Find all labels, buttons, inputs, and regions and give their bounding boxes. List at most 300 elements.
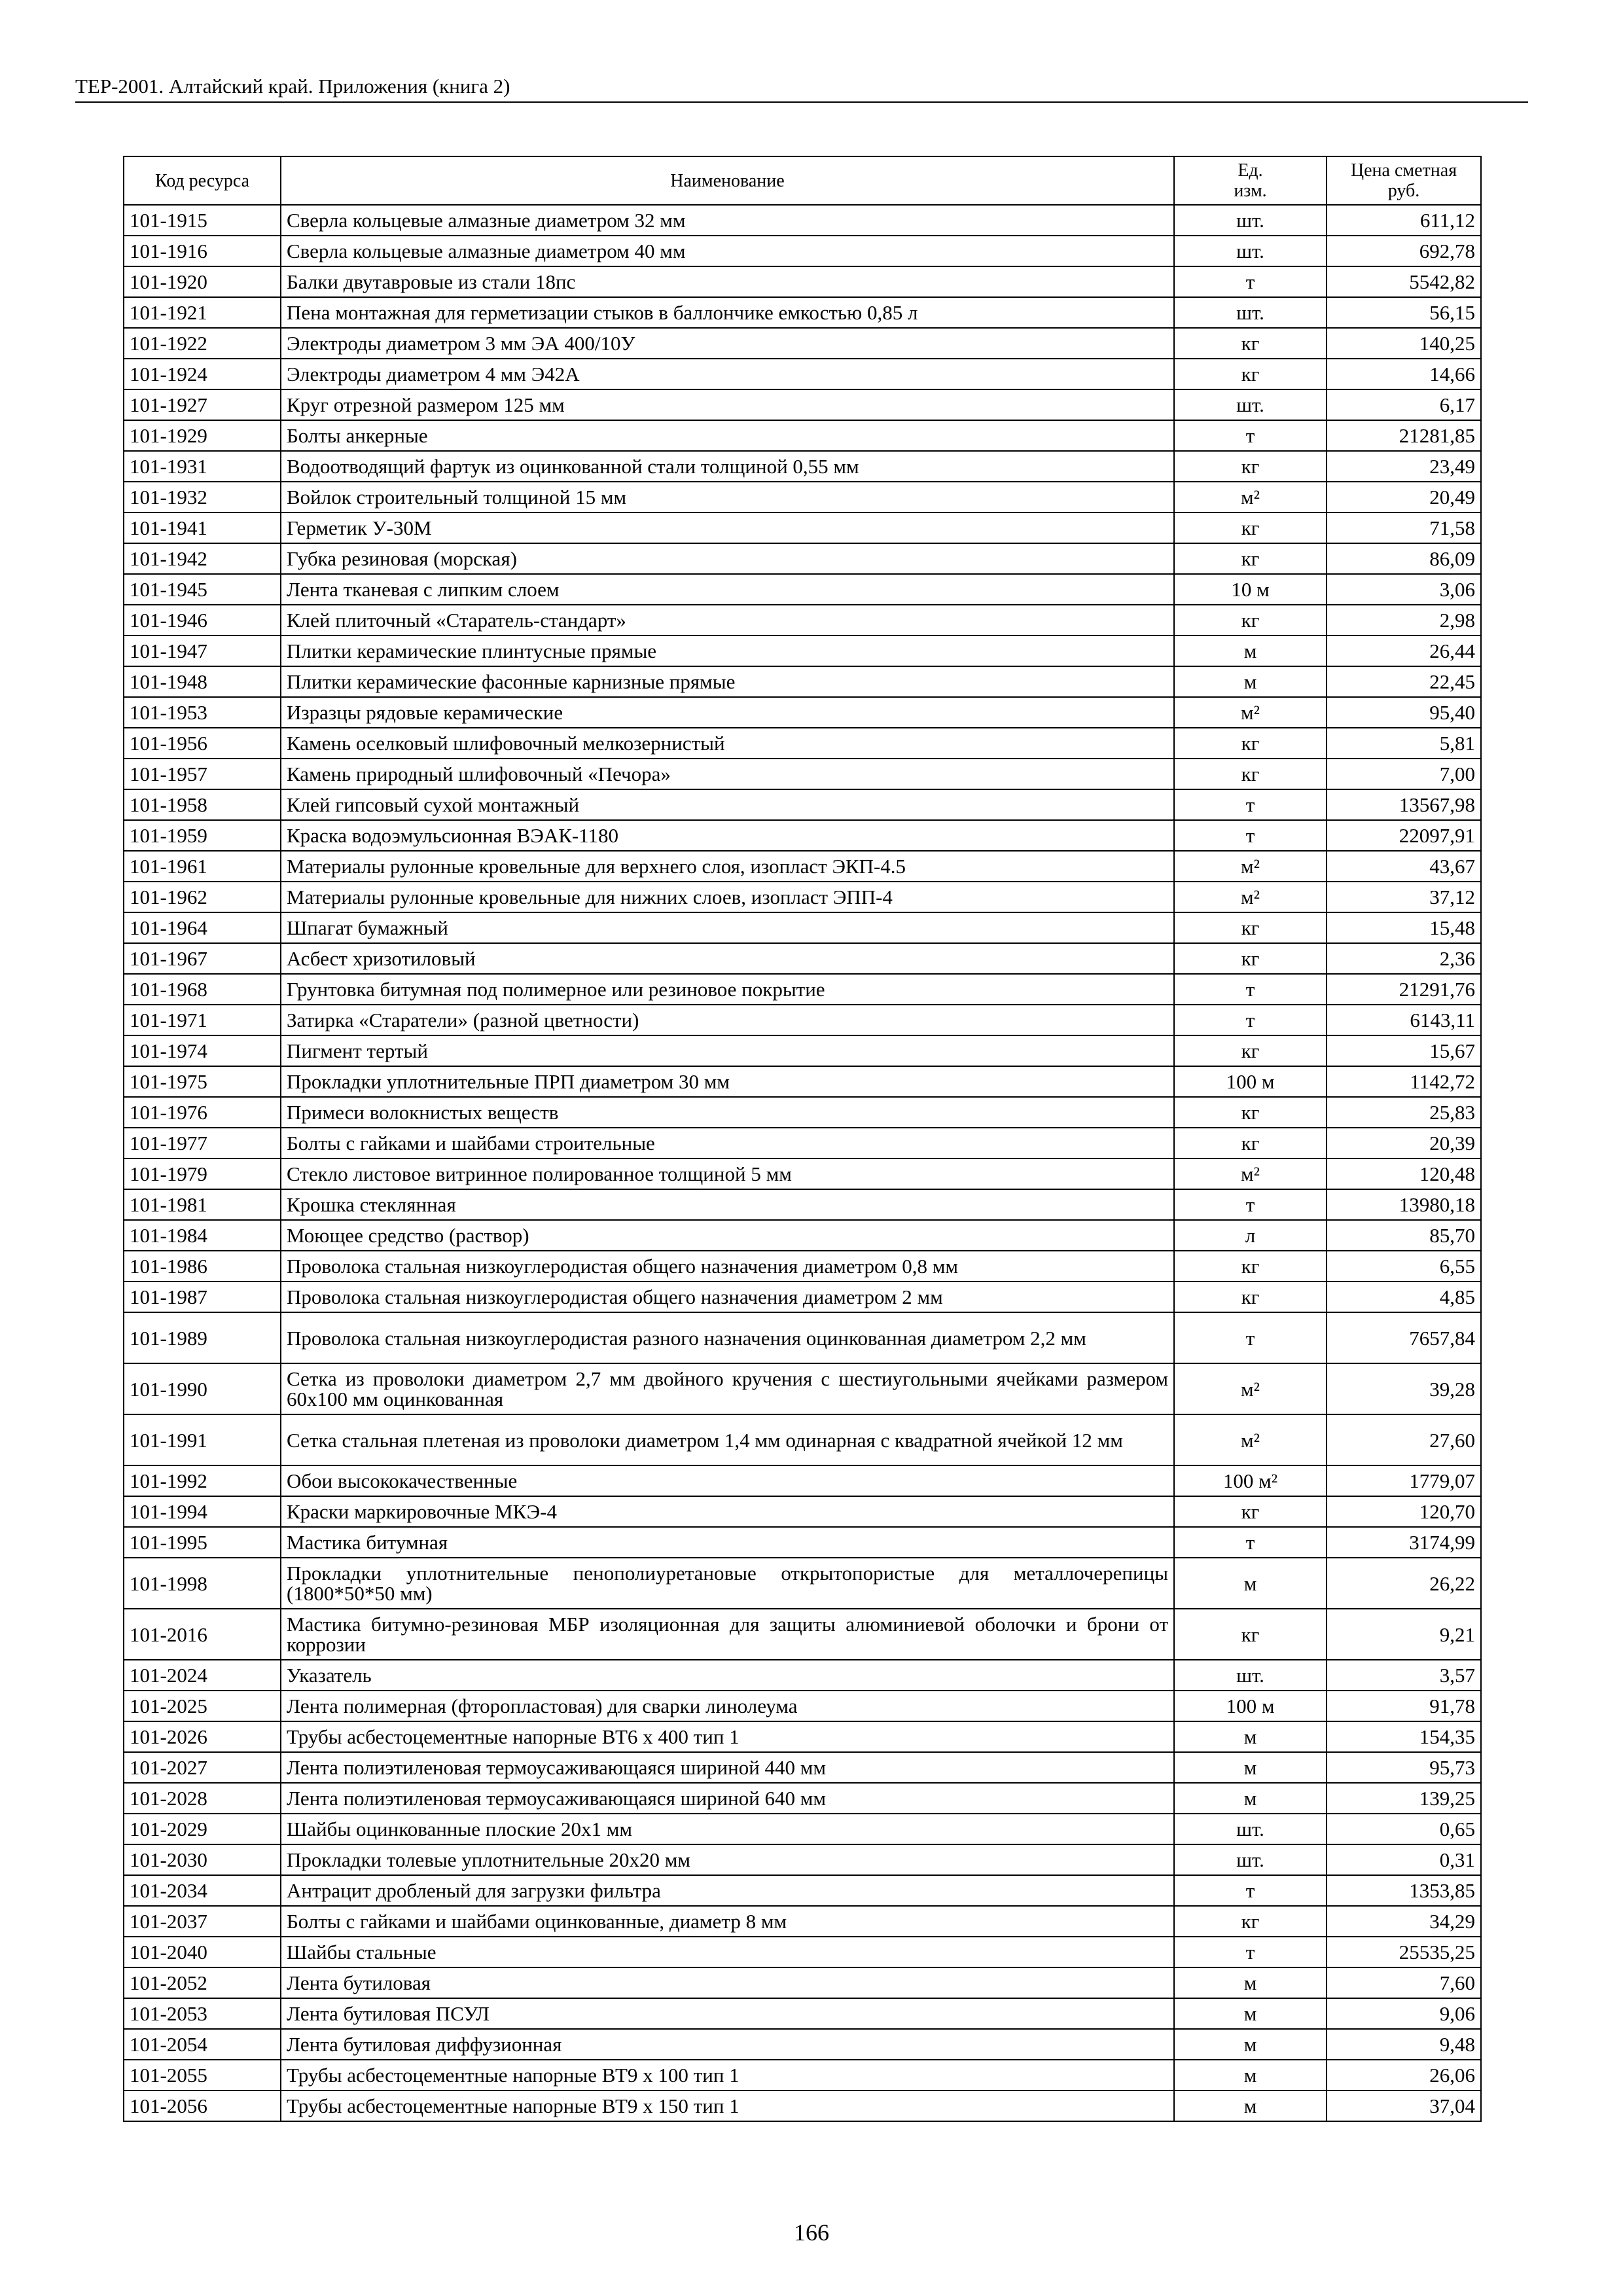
cell-code: 101-1986 xyxy=(124,1251,281,1282)
cell-name: Затирка «Старатели» (разной цветности) xyxy=(281,1005,1174,1035)
cell-code: 101-1971 xyxy=(124,1005,281,1035)
cell-name: Проволока стальная низкоуглеродистая общего назначения диаметром 2 мм xyxy=(281,1282,1174,1312)
cell-name: Грунтовка битумная под полимерное или резиновое покрытие xyxy=(281,974,1174,1005)
cell-name: Губка резиновая (морская) xyxy=(281,543,1174,574)
table-row xyxy=(124,1363,1481,1414)
cell-code: 101-1947 xyxy=(124,636,281,666)
cell-unit: 10 м xyxy=(1174,574,1327,605)
cell-code: 101-2052 xyxy=(124,1967,281,1998)
table-row xyxy=(124,1035,1481,1066)
cell-price: 6,55 xyxy=(1327,1251,1481,1282)
table-row xyxy=(124,389,1481,420)
cell-price: 5,81 xyxy=(1327,728,1481,759)
table-row xyxy=(124,1414,1481,1465)
table-row xyxy=(124,1998,1481,2029)
cell-code: 101-1998 xyxy=(124,1558,281,1609)
cell-code: 101-1959 xyxy=(124,820,281,851)
table-row xyxy=(124,1844,1481,1875)
cell-name: Лента бутиловая ПСУЛ xyxy=(281,1998,1174,2029)
table-row xyxy=(124,1251,1481,1282)
cell-price: 140,25 xyxy=(1327,328,1481,359)
column-header-name: Наименование xyxy=(281,156,1174,205)
table-row xyxy=(124,359,1481,389)
cell-unit: кг xyxy=(1174,943,1327,974)
cell-code: 101-1929 xyxy=(124,420,281,451)
table-row xyxy=(124,1282,1481,1312)
table-row xyxy=(124,728,1481,759)
cell-code: 101-1948 xyxy=(124,666,281,697)
table-row xyxy=(124,1814,1481,1844)
table-row xyxy=(124,297,1481,328)
cell-unit: кг xyxy=(1174,912,1327,943)
table-row xyxy=(124,666,1481,697)
column-header-code: Код ресурса xyxy=(124,156,281,205)
cell-name: Материалы рулонные кровельные для верхнего слоя, изопласт ЭКП-4.5 xyxy=(281,851,1174,882)
cell-code: 101-1991 xyxy=(124,1414,281,1465)
cell-code: 101-1964 xyxy=(124,912,281,943)
table-row xyxy=(124,574,1481,605)
table-row xyxy=(124,1220,1481,1251)
cell-code: 101-1975 xyxy=(124,1066,281,1097)
cell-code: 101-1989 xyxy=(124,1312,281,1363)
cell-price: 7,00 xyxy=(1327,759,1481,789)
cell-price: 6,17 xyxy=(1327,389,1481,420)
cell-code: 101-2027 xyxy=(124,1752,281,1783)
cell-name: Прокладки уплотнительные ПРП диаметром 30 мм xyxy=(281,1066,1174,1097)
cell-name: Обои высококачественные xyxy=(281,1465,1174,1496)
table-row xyxy=(124,974,1481,1005)
cell-code: 101-1981 xyxy=(124,1189,281,1220)
cell-name: Прокладки уплотнительные пенополиуретановые открытопористые для металлочерепицы (1800*50*50 мм) xyxy=(281,1558,1174,1609)
cell-price: 5542,82 xyxy=(1327,266,1481,297)
cell-price: 9,48 xyxy=(1327,2029,1481,2060)
cell-unit: 100 м xyxy=(1174,1691,1327,1721)
table-row xyxy=(124,1752,1481,1783)
cell-price: 9,06 xyxy=(1327,1998,1481,2029)
table-row xyxy=(124,1558,1481,1609)
cell-price: 611,12 xyxy=(1327,205,1481,236)
table-row xyxy=(124,697,1481,728)
cell-name: Лента полиэтиленовая термоусаживающаяся шириной 640 мм xyxy=(281,1783,1174,1814)
cell-name: Пигмент тертый xyxy=(281,1035,1174,1066)
cell-code: 101-1992 xyxy=(124,1465,281,1496)
cell-price: 25535,25 xyxy=(1327,1937,1481,1967)
table-row xyxy=(124,1465,1481,1496)
cell-price: 3174,99 xyxy=(1327,1527,1481,1558)
cell-name: Трубы асбестоцементные напорные ВТ6 х 400 тип 1 xyxy=(281,1721,1174,1752)
cell-unit: м xyxy=(1174,1998,1327,2029)
cell-name: Шпагат бумажный xyxy=(281,912,1174,943)
cell-unit: т xyxy=(1174,789,1327,820)
cell-price: 139,25 xyxy=(1327,1783,1481,1814)
cell-unit: т xyxy=(1174,1312,1327,1363)
cell-price: 91,78 xyxy=(1327,1691,1481,1721)
cell-name: Электроды диаметром 4 мм Э42А xyxy=(281,359,1174,389)
cell-name: Изразцы рядовые керамические xyxy=(281,697,1174,728)
cell-name: Сетка из проволоки диаметром 2,7 мм двойного кручения с шестиугольными ячейками размером 60х100 мм оцинкованная xyxy=(281,1363,1174,1414)
cell-price: 692,78 xyxy=(1327,236,1481,266)
cell-name: Краски маркировочные МКЭ-4 xyxy=(281,1496,1174,1527)
cell-code: 101-1924 xyxy=(124,359,281,389)
cell-unit: кг xyxy=(1174,512,1327,543)
table-row xyxy=(124,1660,1481,1691)
cell-unit: кг xyxy=(1174,1035,1327,1066)
cell-unit: кг xyxy=(1174,605,1327,636)
cell-code: 101-1921 xyxy=(124,297,281,328)
cell-unit: кг xyxy=(1174,1128,1327,1158)
cell-price: 26,22 xyxy=(1327,1558,1481,1609)
cell-code: 101-1927 xyxy=(124,389,281,420)
cell-name: Лента полимерная (фторопластовая) для сварки линолеума xyxy=(281,1691,1174,1721)
cell-unit: 100 м² xyxy=(1174,1465,1327,1496)
column-header-unit: Ед. изм. xyxy=(1174,156,1327,205)
cell-price: 21281,85 xyxy=(1327,420,1481,451)
cell-unit: т xyxy=(1174,1005,1327,1035)
cell-price: 26,44 xyxy=(1327,636,1481,666)
cell-unit: м xyxy=(1174,666,1327,697)
cell-unit: м xyxy=(1174,1783,1327,1814)
cell-name: Камень природный шлифовочный «Печора» xyxy=(281,759,1174,789)
cell-unit: кг xyxy=(1174,1609,1327,1660)
cell-price: 20,49 xyxy=(1327,482,1481,512)
cell-unit: м xyxy=(1174,2060,1327,2090)
cell-price: 3,57 xyxy=(1327,1660,1481,1691)
cell-price: 37,12 xyxy=(1327,882,1481,912)
cell-price: 13567,98 xyxy=(1327,789,1481,820)
cell-price: 26,06 xyxy=(1327,2060,1481,2090)
table-row xyxy=(124,1691,1481,1721)
cell-name: Пена монтажная для герметизации стыков в баллончике емкостью 0,85 л xyxy=(281,297,1174,328)
cell-unit: кг xyxy=(1174,1251,1327,1282)
cell-name: Плитки керамические плинтусные прямые xyxy=(281,636,1174,666)
cell-price: 23,49 xyxy=(1327,451,1481,482)
cell-unit: т xyxy=(1174,1937,1327,1967)
cell-name: Клей гипсовый сухой монтажный xyxy=(281,789,1174,820)
cell-code: 101-1915 xyxy=(124,205,281,236)
table-row xyxy=(124,205,1481,236)
cell-price: 85,70 xyxy=(1327,1220,1481,1251)
cell-price: 21291,76 xyxy=(1327,974,1481,1005)
cell-code: 101-1945 xyxy=(124,574,281,605)
cell-name: Проволока стальная низкоуглеродистая общего назначения диаметром 0,8 мм xyxy=(281,1251,1174,1282)
cell-unit: кг xyxy=(1174,1282,1327,1312)
table-row xyxy=(124,1128,1481,1158)
table-row xyxy=(124,1783,1481,1814)
cell-price: 95,40 xyxy=(1327,697,1481,728)
cell-price: 1779,07 xyxy=(1327,1465,1481,1496)
table-row xyxy=(124,482,1481,512)
cell-unit: шт. xyxy=(1174,1844,1327,1875)
cell-code: 101-2016 xyxy=(124,1609,281,1660)
cell-unit: м² xyxy=(1174,1158,1327,1189)
cell-price: 4,85 xyxy=(1327,1282,1481,1312)
cell-code: 101-1962 xyxy=(124,882,281,912)
cell-name: Трубы асбестоцементные напорные ВТ9 х 150 тип 1 xyxy=(281,2090,1174,2121)
cell-price: 0,65 xyxy=(1327,1814,1481,1844)
cell-name: Клей плиточный «Старатель-стандарт» xyxy=(281,605,1174,636)
table-row xyxy=(124,1967,1481,1998)
table-body xyxy=(124,205,1481,2121)
cell-price: 7657,84 xyxy=(1327,1312,1481,1363)
table-row xyxy=(124,420,1481,451)
cell-name: Электроды диаметром 3 мм ЭА 400/10У xyxy=(281,328,1174,359)
table-row xyxy=(124,1189,1481,1220)
table-row xyxy=(124,943,1481,974)
table-row xyxy=(124,2060,1481,2090)
cell-unit: шт. xyxy=(1174,389,1327,420)
cell-unit: м xyxy=(1174,1558,1327,1609)
cell-unit: кг xyxy=(1174,328,1327,359)
cell-name: Лента полиэтиленовая термоусаживающаяся шириной 440 мм xyxy=(281,1752,1174,1783)
cell-price: 22,45 xyxy=(1327,666,1481,697)
column-header-price: Цена сметная руб. xyxy=(1327,156,1481,205)
cell-name: Прокладки толевые уплотнительные 20х20 мм xyxy=(281,1844,1174,1875)
cell-code: 101-2025 xyxy=(124,1691,281,1721)
cell-code: 101-1932 xyxy=(124,482,281,512)
table-row xyxy=(124,1496,1481,1527)
table-row xyxy=(124,759,1481,789)
cell-unit: кг xyxy=(1174,451,1327,482)
cell-code: 101-2029 xyxy=(124,1814,281,1844)
cell-unit: л xyxy=(1174,1220,1327,1251)
table-row xyxy=(124,605,1481,636)
cell-code: 101-2030 xyxy=(124,1844,281,1875)
cell-unit: кг xyxy=(1174,1496,1327,1527)
cell-price: 154,35 xyxy=(1327,1721,1481,1752)
cell-code: 101-2028 xyxy=(124,1783,281,1814)
cell-name: Указатель xyxy=(281,1660,1174,1691)
cell-code: 101-1984 xyxy=(124,1220,281,1251)
table-row xyxy=(124,912,1481,943)
table-row xyxy=(124,512,1481,543)
cell-code: 101-1957 xyxy=(124,759,281,789)
table-row xyxy=(124,2090,1481,2121)
cell-unit: шт. xyxy=(1174,1814,1327,1844)
cell-code: 101-1990 xyxy=(124,1363,281,1414)
cell-code: 101-1953 xyxy=(124,697,281,728)
cell-code: 101-2055 xyxy=(124,2060,281,2090)
cell-price: 22097,91 xyxy=(1327,820,1481,851)
cell-unit: м xyxy=(1174,1967,1327,1998)
table-row xyxy=(124,451,1481,482)
cell-code: 101-1995 xyxy=(124,1527,281,1558)
cell-code: 101-1976 xyxy=(124,1097,281,1128)
cell-code: 101-1946 xyxy=(124,605,281,636)
cell-name: Круг отрезной размером 125 мм xyxy=(281,389,1174,420)
cell-unit: кг xyxy=(1174,728,1327,759)
table-row xyxy=(124,1721,1481,1752)
cell-unit: шт. xyxy=(1174,297,1327,328)
cell-unit: м xyxy=(1174,2090,1327,2121)
table-row xyxy=(124,1097,1481,1128)
cell-price: 71,58 xyxy=(1327,512,1481,543)
cell-code: 101-2040 xyxy=(124,1937,281,1967)
table-row xyxy=(124,636,1481,666)
cell-unit: м² xyxy=(1174,882,1327,912)
running-header: ТЕР-2001. Алтайский край. Приложения (книга 2) xyxy=(75,73,1528,103)
cell-unit: кг xyxy=(1174,359,1327,389)
cell-name: Проволока стальная низкоуглеродистая разного назначения оцинкованная диаметром 2,2 мм xyxy=(281,1312,1174,1363)
cell-code: 101-2034 xyxy=(124,1875,281,1906)
cell-code: 101-1961 xyxy=(124,851,281,882)
cell-unit: м² xyxy=(1174,851,1327,882)
cell-code: 101-1994 xyxy=(124,1496,281,1527)
cell-name: Плитки керамические фасонные карнизные прямые xyxy=(281,666,1174,697)
table-row xyxy=(124,1158,1481,1189)
table-row xyxy=(124,1312,1481,1363)
table-row xyxy=(124,1527,1481,1558)
cell-price: 43,67 xyxy=(1327,851,1481,882)
cell-name: Болты с гайками и шайбами строительные xyxy=(281,1128,1174,1158)
table-row xyxy=(124,1906,1481,1937)
cell-unit: шт. xyxy=(1174,1660,1327,1691)
cell-unit: шт. xyxy=(1174,205,1327,236)
cell-name: Войлок строительный толщиной 15 мм xyxy=(281,482,1174,512)
cell-price: 2,98 xyxy=(1327,605,1481,636)
cell-name: Сверла кольцевые алмазные диаметром 32 мм xyxy=(281,205,1174,236)
cell-name: Моющее средство (раствор) xyxy=(281,1220,1174,1251)
cell-unit: т xyxy=(1174,974,1327,1005)
cell-price: 25,83 xyxy=(1327,1097,1481,1128)
cell-code: 101-2053 xyxy=(124,1998,281,2029)
cell-name: Лента бутиловая xyxy=(281,1967,1174,1998)
cell-name: Мастика битумная xyxy=(281,1527,1174,1558)
cell-code: 101-2056 xyxy=(124,2090,281,2121)
cell-name: Антрацит дробленый для загрузки фильтра xyxy=(281,1875,1174,1906)
cell-price: 9,21 xyxy=(1327,1609,1481,1660)
cell-price: 15,48 xyxy=(1327,912,1481,943)
cell-unit: кг xyxy=(1174,759,1327,789)
cell-code: 101-1942 xyxy=(124,543,281,574)
cell-price: 20,39 xyxy=(1327,1128,1481,1158)
cell-unit: м xyxy=(1174,636,1327,666)
cell-code: 101-1956 xyxy=(124,728,281,759)
cell-code: 101-1987 xyxy=(124,1282,281,1312)
cell-unit: т xyxy=(1174,266,1327,297)
table-row xyxy=(124,266,1481,297)
table-row xyxy=(124,2029,1481,2060)
table-row xyxy=(124,1005,1481,1035)
cell-unit: м² xyxy=(1174,697,1327,728)
cell-price: 7,60 xyxy=(1327,1967,1481,1998)
cell-code: 101-1967 xyxy=(124,943,281,974)
cell-price: 0,31 xyxy=(1327,1844,1481,1875)
cell-name: Примеси волокнистых веществ xyxy=(281,1097,1174,1128)
cell-code: 101-1977 xyxy=(124,1128,281,1158)
cell-unit: т xyxy=(1174,820,1327,851)
cell-name: Герметик У-30М xyxy=(281,512,1174,543)
cell-unit: м² xyxy=(1174,482,1327,512)
cell-unit: т xyxy=(1174,1875,1327,1906)
cell-code: 101-1974 xyxy=(124,1035,281,1066)
page-number: 166 xyxy=(794,2219,829,2246)
cell-name: Крошка стеклянная xyxy=(281,1189,1174,1220)
cell-name: Водоотводящий фартук из оцинкованной стали толщиной 0,55 мм xyxy=(281,451,1174,482)
resource-price-table xyxy=(123,156,1482,2122)
cell-name: Сетка стальная плетеная из проволоки диаметром 1,4 мм одинарная с квадратной ячейкой 12 мм xyxy=(281,1414,1174,1465)
cell-code: 101-1920 xyxy=(124,266,281,297)
cell-name: Камень оселковый шлифовочный мелкозернистый xyxy=(281,728,1174,759)
table-row xyxy=(124,820,1481,851)
cell-code: 101-2024 xyxy=(124,1660,281,1691)
cell-price: 14,66 xyxy=(1327,359,1481,389)
cell-code: 101-1941 xyxy=(124,512,281,543)
cell-price: 34,29 xyxy=(1327,1906,1481,1937)
cell-name: Асбест хризотиловый xyxy=(281,943,1174,974)
cell-price: 27,60 xyxy=(1327,1414,1481,1465)
cell-price: 1142,72 xyxy=(1327,1066,1481,1097)
table-row xyxy=(124,789,1481,820)
cell-code: 101-1916 xyxy=(124,236,281,266)
cell-name: Краска водоэмульсионная ВЭАК-1180 xyxy=(281,820,1174,851)
cell-unit: кг xyxy=(1174,543,1327,574)
cell-unit: м² xyxy=(1174,1414,1327,1465)
cell-code: 101-1958 xyxy=(124,789,281,820)
cell-name: Материалы рулонные кровельные для нижних слоев, изопласт ЭПП-4 xyxy=(281,882,1174,912)
cell-price: 86,09 xyxy=(1327,543,1481,574)
cell-price: 95,73 xyxy=(1327,1752,1481,1783)
table-row xyxy=(124,543,1481,574)
cell-name: Шайбы оцинкованные плоские 20х1 мм xyxy=(281,1814,1174,1844)
cell-price: 2,36 xyxy=(1327,943,1481,974)
table-row xyxy=(124,1066,1481,1097)
cell-unit: т xyxy=(1174,1189,1327,1220)
cell-unit: шт. xyxy=(1174,236,1327,266)
cell-unit: 100 м xyxy=(1174,1066,1327,1097)
cell-unit: м xyxy=(1174,2029,1327,2060)
cell-name: Сверла кольцевые алмазные диаметром 40 мм xyxy=(281,236,1174,266)
cell-name: Болты анкерные xyxy=(281,420,1174,451)
cell-unit: кг xyxy=(1174,1906,1327,1937)
cell-name: Трубы асбестоцементные напорные ВТ9 х 100 тип 1 xyxy=(281,2060,1174,2090)
cell-code: 101-2054 xyxy=(124,2029,281,2060)
table-row xyxy=(124,851,1481,882)
cell-name: Мастика битумно-резиновая МБР изоляционная для защиты алюминиевой оболочки и брони от коррозии xyxy=(281,1609,1174,1660)
cell-price: 120,48 xyxy=(1327,1158,1481,1189)
cell-unit: т xyxy=(1174,420,1327,451)
cell-price: 39,28 xyxy=(1327,1363,1481,1414)
cell-price: 120,70 xyxy=(1327,1496,1481,1527)
table-row xyxy=(124,1937,1481,1967)
cell-price: 15,67 xyxy=(1327,1035,1481,1066)
cell-name: Лента бутиловая диффузионная xyxy=(281,2029,1174,2060)
cell-code: 101-1931 xyxy=(124,451,281,482)
cell-unit: м² xyxy=(1174,1363,1327,1414)
cell-name: Лента тканевая с липким слоем xyxy=(281,574,1174,605)
table-header-row xyxy=(124,156,1481,205)
cell-code: 101-2026 xyxy=(124,1721,281,1752)
cell-price: 56,15 xyxy=(1327,297,1481,328)
cell-code: 101-1922 xyxy=(124,328,281,359)
cell-price: 13980,18 xyxy=(1327,1189,1481,1220)
table-row xyxy=(124,1609,1481,1660)
cell-unit: м xyxy=(1174,1721,1327,1752)
cell-unit: м xyxy=(1174,1752,1327,1783)
cell-name: Болты с гайками и шайбами оцинкованные, диаметр 8 мм xyxy=(281,1906,1174,1937)
cell-code: 101-2037 xyxy=(124,1906,281,1937)
cell-price: 3,06 xyxy=(1327,574,1481,605)
cell-price: 6143,11 xyxy=(1327,1005,1481,1035)
cell-unit: т xyxy=(1174,1527,1327,1558)
cell-code: 101-1968 xyxy=(124,974,281,1005)
table-row xyxy=(124,882,1481,912)
cell-price: 37,04 xyxy=(1327,2090,1481,2121)
cell-code: 101-1979 xyxy=(124,1158,281,1189)
table-row xyxy=(124,328,1481,359)
table-row xyxy=(124,1875,1481,1906)
cell-name: Шайбы стальные xyxy=(281,1937,1174,1967)
cell-unit: кг xyxy=(1174,1097,1327,1128)
